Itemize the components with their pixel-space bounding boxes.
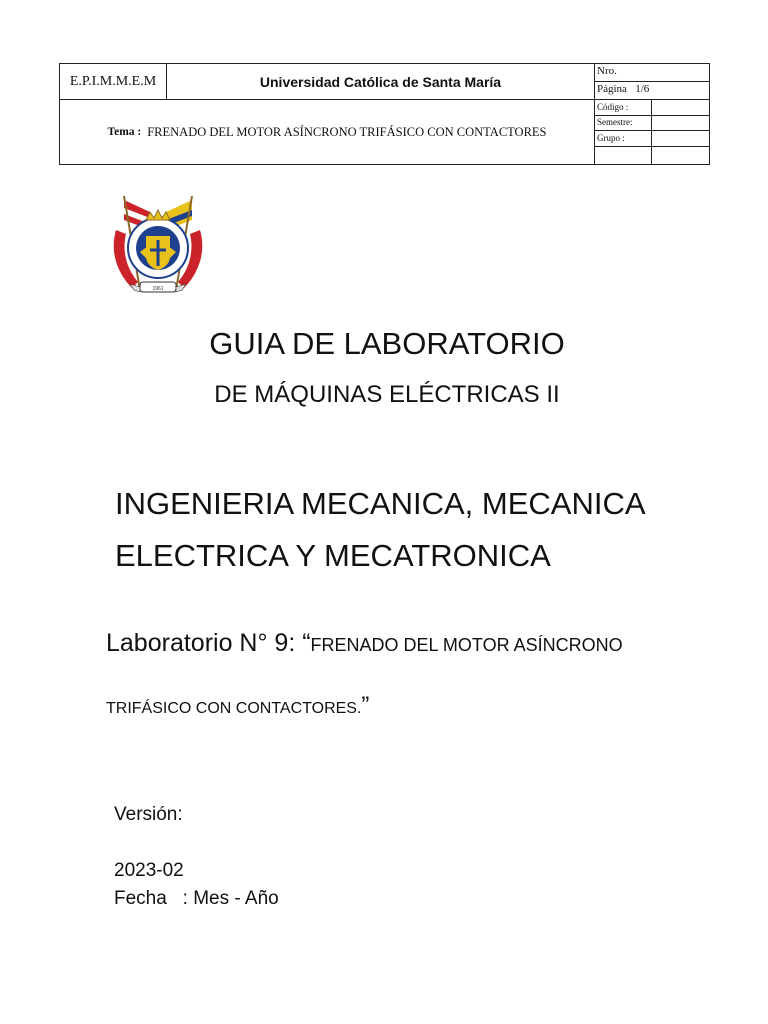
version-year: 2023-02 — [114, 860, 184, 881]
date-line: Fecha : Mes - Año — [114, 888, 279, 909]
program-name — [115, 478, 735, 582]
university-crest-logo — [110, 190, 206, 302]
grupo-label: Grupo : — [597, 133, 625, 143]
header-table — [59, 63, 710, 165]
pagina-row — [597, 83, 649, 95]
university-name: Universidad Católica de Santa María — [259, 73, 502, 90]
program-line-1: INGENIERIA MECANICA, MECANICA — [115, 486, 646, 521]
department-code: E.P.I.M.M.E.M — [69, 73, 157, 89]
lab-title-part2: TRIFÁSICO CON CONTACTORES. — [106, 700, 362, 717]
tema-label: Tema : — [107, 126, 142, 138]
pagina-label: Página — [597, 83, 627, 95]
semestre-label: Semestre: — [597, 117, 633, 127]
tema-value: FRENADO DEL MOTOR ASÍNCRONO TRIFÁSICO CON CONTACTORES — [147, 124, 547, 139]
lab-close-quote: ” — [361, 692, 370, 719]
lab-heading-continued — [106, 692, 369, 720]
codigo-label: Código : — [597, 102, 629, 112]
program-line-2: ELECTRICA Y MECATRONICA — [115, 538, 551, 573]
lab-title-part1: FRENADO DEL MOTOR ASÍNCRONO — [310, 635, 623, 655]
svg-text:1961: 1961 — [152, 286, 164, 292]
pagina-value: 1/6 — [635, 83, 650, 95]
lab-prefix: Laboratorio N° 9: “ — [106, 629, 311, 657]
nro-label: Nro. — [597, 65, 617, 77]
version-label: Versión: — [114, 804, 183, 825]
guide-title: GUIA DE LABORATORIO — [209, 326, 565, 361]
lab-heading — [106, 629, 623, 658]
guide-subtitle: DE MÁQUINAS ELÉCTRICAS II — [214, 381, 560, 408]
tema-row — [60, 100, 594, 164]
